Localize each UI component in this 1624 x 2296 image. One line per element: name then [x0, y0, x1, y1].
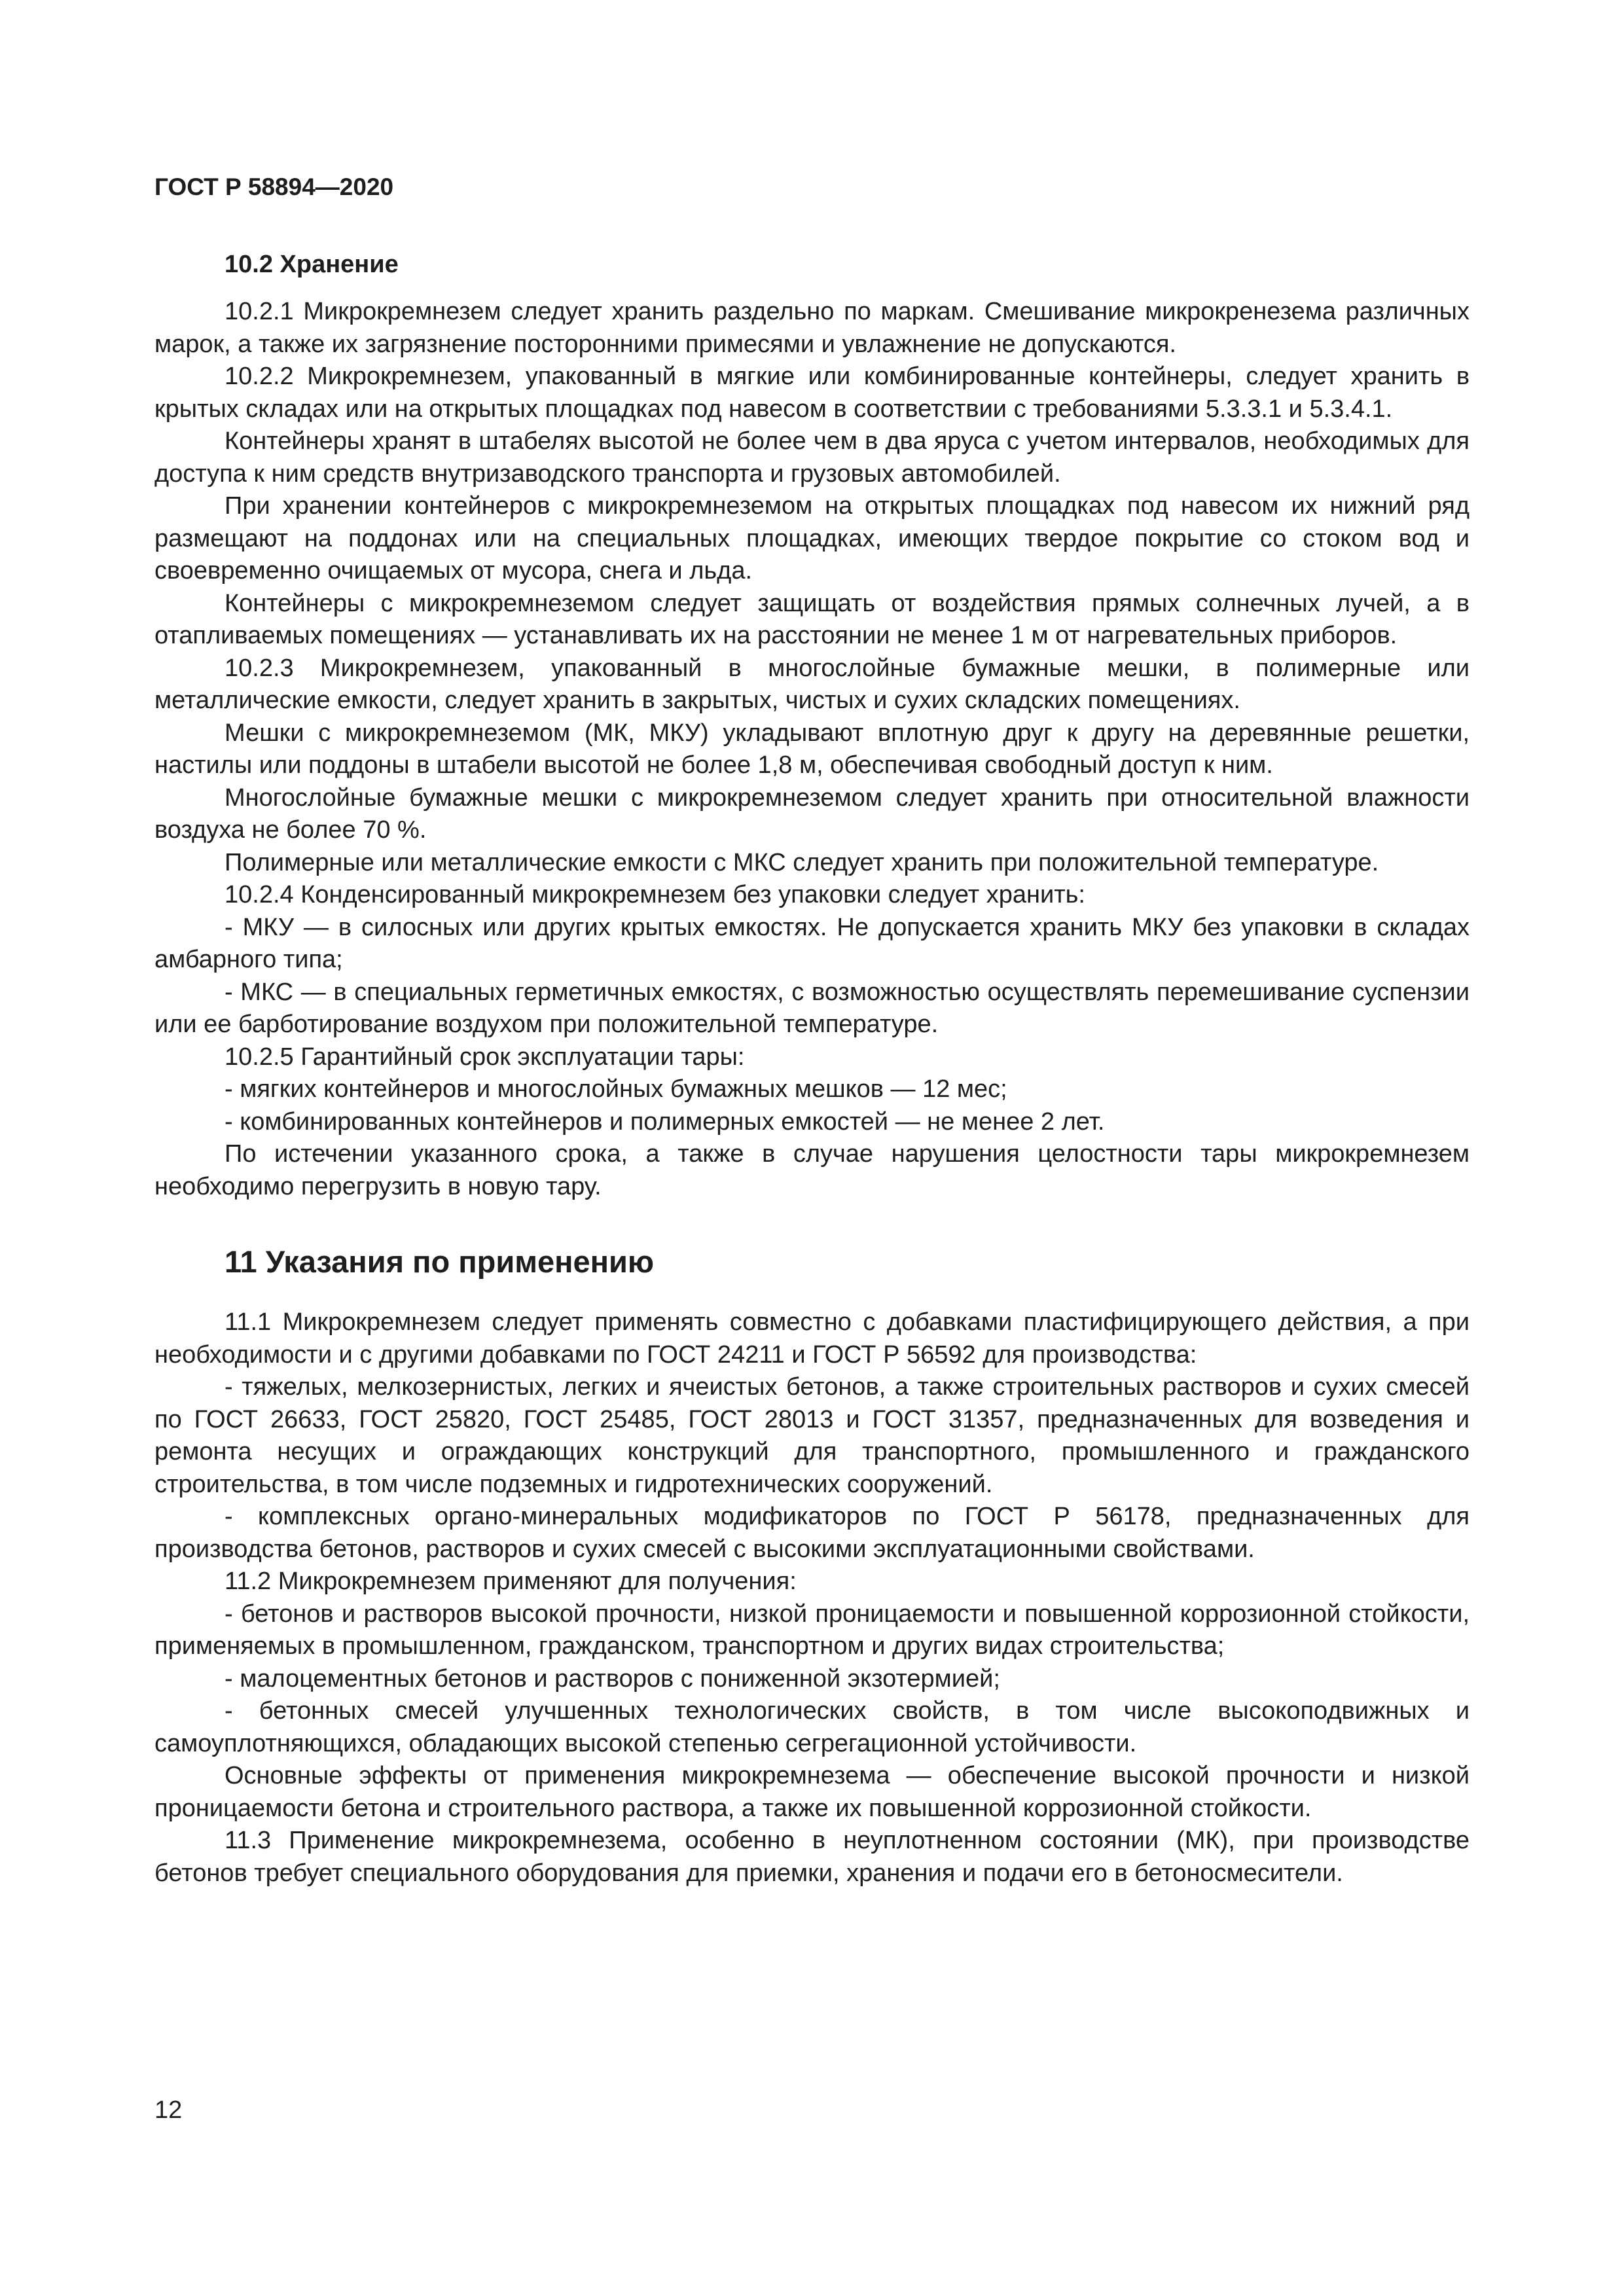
paragraph: 10.2.2 Микрокремнезем, упакованный в мягкие или комбинированные контейнеры, следует хранить в крытых складах или на открытых площадках под навесом в соответствии с требованиями 5.3.3.1 и 5.3.4.1. [154, 363, 1470, 423]
list-item: - МКС — в специальных герметичных емкостях, с возможностью осуществлять перемешивание суспензии или ее барботирование воздухом при положительной температуре. [154, 978, 1470, 1038]
paragraph: 10.2.4 Конденсированный микрокремнезем без упаковки следует хранить: [225, 881, 1085, 908]
list-item: - МКУ — в силосных или других крытых емкостях. Не допускается хранить МКУ без упаковки в складах амбарного типа; [154, 913, 1470, 973]
paragraph: Мешки с микрокремнеземом (МК, МКУ) укладывают вплотную друг к другу на деревянные решетки, настилы или поддоны в штабели высотой не более 1,8 м, обеспечивая свободный доступ к ним. [154, 719, 1470, 779]
paragraph: 10.2.3 Микрокремнезем, упакованный в многослойные бумажные мешки, в полимерные или металлические емкости, следует хранить в закрытых, чистых и сухих складских помещениях. [154, 654, 1470, 714]
section-10-2 [154, 249, 1470, 1203]
paragraph: Контейнеры хранят в штабелях высотой не более чем в два яруса с учетом интервалов, необходимых для доступа к ним средств внутризаводского транспорта и грузовых автомобилей. [154, 427, 1470, 488]
document-header: ГОСТ Р 58894—2020 [154, 173, 394, 200]
list-item: - комбинированных контейнеров и полимерных емкостей — не менее 2 лет. [225, 1107, 1105, 1136]
paragraph: Основные эффекты от применения микрокремнезема — обеспечение высокой прочности и низкой проницаемости бетона и строительного раствора, а также их повышенной коррозионной стойкости. [154, 1762, 1470, 1822]
paragraph: При хранении контейнеров с микрокремнеземом на открытых площадках под навесом их нижний ряд размещают на поддонах или на специальных площадках, имеющих твердое покрытие со стоком вод и своевременно очищаемых от мусора, снега и льда. [154, 492, 1470, 584]
section-title-10-2: 10.2 Хранение [225, 251, 399, 278]
paragraph: 11.1 Микрокремнезем следует применять совместно с добавками пластифицирующего действия, а при необходимости и с другими добавками по ГОСТ 24211 и ГОСТ Р 56592 для производства: [154, 1308, 1470, 1369]
list-item: - мягких контейнеров и многослойных бумажных мешков — 12 мес; [225, 1075, 1007, 1103]
paragraph: 11.2 Микрокремнезем применяют для получения: [225, 1568, 797, 1595]
list-item: - бетонов и растворов высокой прочности, низкой проницаемости и повышенной коррозионной стойкости, применяемых в промышленном, гражданском, транспортном и других видах строительства; [154, 1600, 1470, 1660]
list-item: - малоцементных бетонов и растворов с пониженной экзотермией; [225, 1664, 1000, 1693]
paragraph: 10.2.1 Микрокремнезем следует хранить раздельно по маркам. Смешивание микрокренезема различных марок, а также их загрязнение посторонними примесями и увлажнение не допускаются. [154, 298, 1470, 358]
list-item: - бетонных смесей улучшенных технологических свойств, в том числе высокоподвижных и самоуплотняющихся, обладающих высокой степенью сегрегационной устойчивости. [154, 1697, 1470, 1757]
paragraph: 10.2.5 Гарантийный срок эксплуатации тары: [225, 1043, 745, 1071]
list-item: - комплексных органо-минеральных модификаторов по ГОСТ Р 56178, предназначенных для производства бетонов, растворов и сухих смесей с высокими эксплуатационными свойствами. [154, 1503, 1470, 1563]
section-11 [154, 1242, 1470, 1890]
section-title-11: 11 Указания по применению [225, 1244, 655, 1279]
paragraph: Контейнеры с микрокремнеземом следует защищать от воздействия прямых солнечных лучей, а в отапливаемых помещениях — устанавливать их на расстоянии не менее 1 м от нагревательных приборов. [154, 589, 1470, 649]
page-number: 12 [154, 2096, 183, 2124]
paragraph: Многослойные бумажные мешки с микрокремнеземом следует хранить при относительной влажности воздуха не более 70 %. [154, 783, 1470, 844]
paragraph: 11.3 Применение микрокремнезема, особенно в неуплотненном состоянии (МК), при производстве бетонов требует специального оборудования для приемки, хранения и подачи его в бетоносмесители. [154, 1827, 1470, 1887]
paragraph: Полимерные или металлические емкости с МКС следует хранить при положительной температуре. [225, 848, 1379, 876]
paragraph: По истечении указанного срока, а также в случае нарушения целостности тары микрокремнезем необходимо перегрузить в новую тару. [154, 1140, 1470, 1200]
list-item: - тяжелых, мелкозернистых, легких и ячеистых бетонов, а также строительных растворов и сухих смесей по ГОСТ 26633, ГОСТ 25820, ГОСТ 25485, ГОСТ 28013 и ГОСТ 31357, предназначенных для возведения и ремонта несущих и ограждающих конструкций для транспортного, промышленного и гражданского строительства, в том числе подземных и гидротехнических сооружений. [154, 1373, 1470, 1498]
